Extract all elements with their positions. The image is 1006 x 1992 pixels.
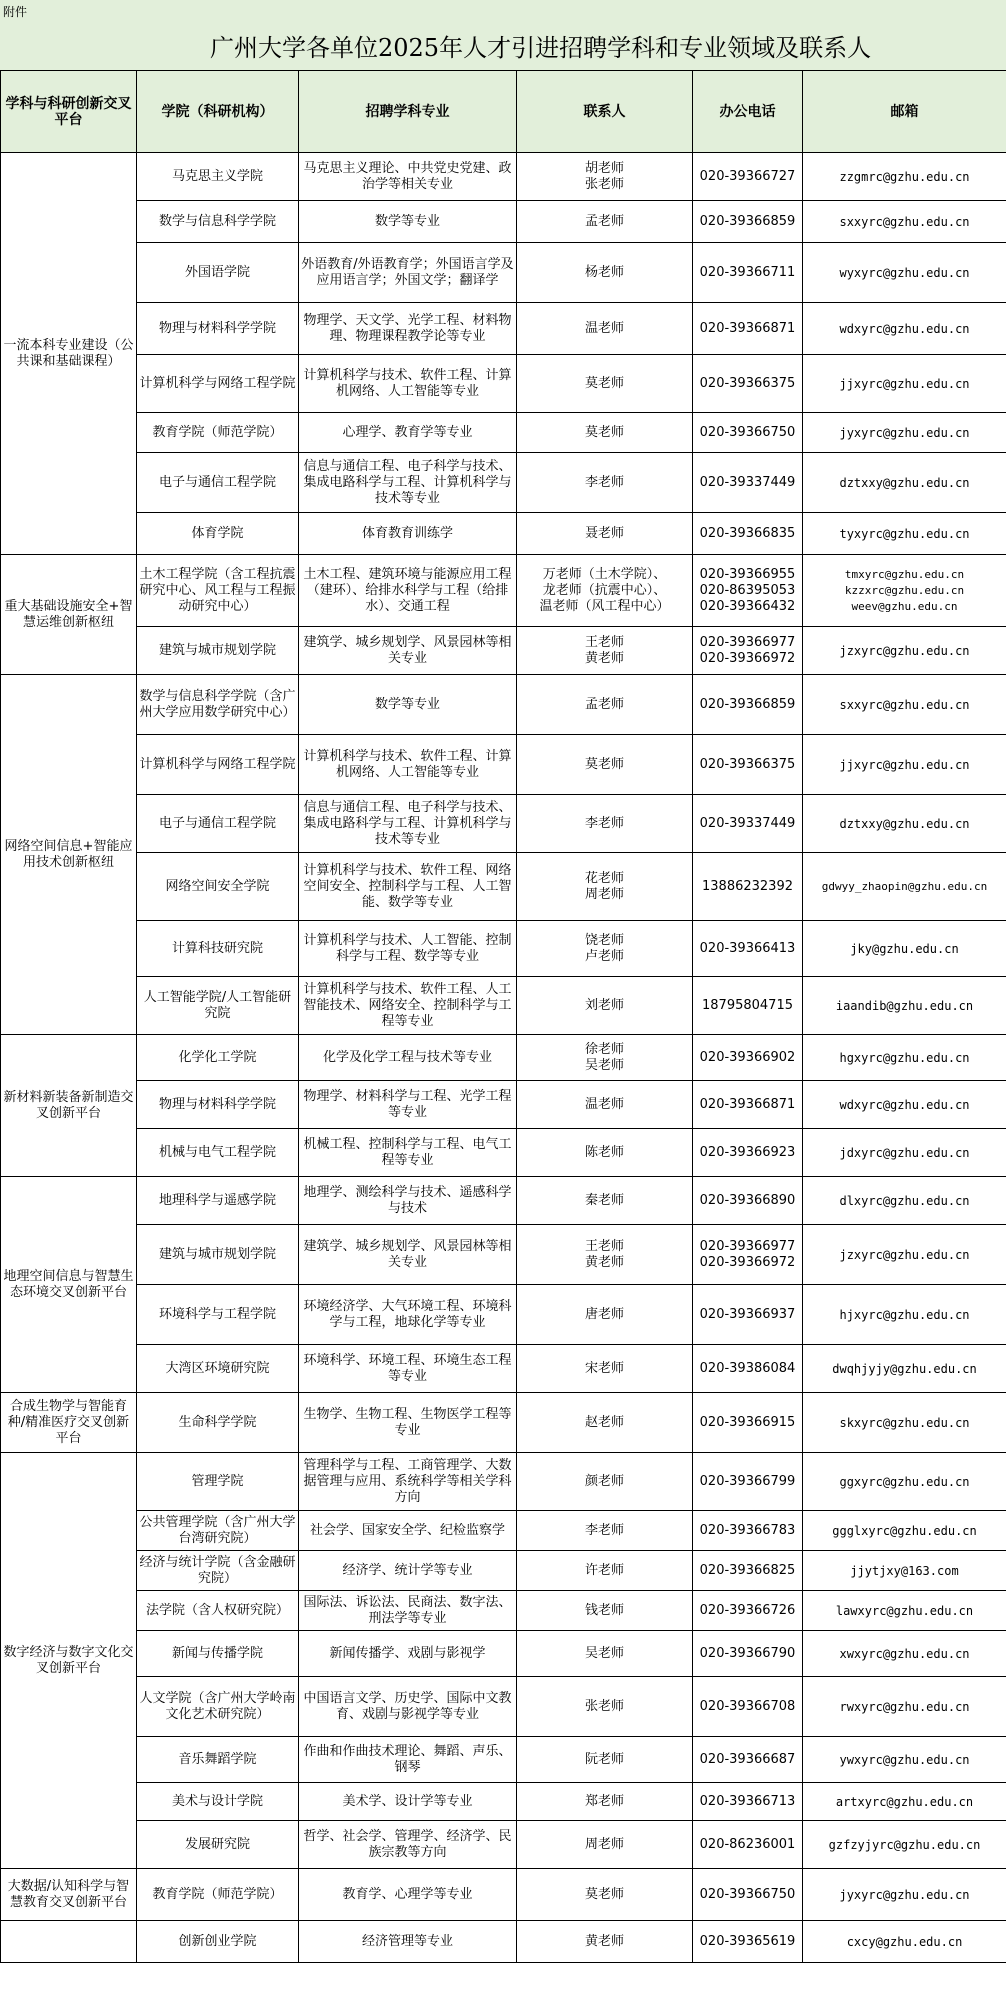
subject-cell: 物理学、天文学、光学工程、材料物理、物理课程教学论等专业 [299, 303, 517, 355]
table-row [1, 1081, 1006, 1129]
email-cell[interactable]: artxyrc@gzhu.edu.cn [803, 1783, 1006, 1821]
email-cell[interactable]: wyxyrc@gzhu.edu.cn [803, 243, 1006, 303]
college-cell: 教育学院（师范学院） [137, 413, 299, 453]
subject-cell: 经济管理等专业 [299, 1921, 517, 1963]
email-cell[interactable]: dwqhjyjy@gzhu.edu.cn [803, 1345, 1006, 1393]
phone-cell: 020-39366711 [693, 243, 803, 303]
table-row [1, 1225, 1006, 1285]
contact-cell: 李老师 [517, 795, 693, 853]
table-row [1, 1393, 1006, 1453]
table-row [1, 853, 1006, 921]
subject-cell: 物理学、材料科学与工程、光学工程等专业 [299, 1081, 517, 1129]
table-row [1, 1677, 1006, 1737]
phone-cell: 020-39366859 [693, 201, 803, 243]
email-cell[interactable]: jzxyrc@gzhu.edu.cn [803, 627, 1006, 675]
college-cell: 经济与统计学院（含金融研究院） [137, 1551, 299, 1591]
table-row [1, 513, 1006, 555]
table-row [1, 1783, 1006, 1821]
phone-cell: 020-39366915 [693, 1393, 803, 1453]
contact-cell: 刘老师 [517, 977, 693, 1035]
table-row [1, 1737, 1006, 1783]
subject-cell: 社会学、国家安全学、纪检监察学 [299, 1511, 517, 1551]
email-cell[interactable]: wdxyrc@gzhu.edu.cn [803, 1081, 1006, 1129]
contact-cell: 万老师（土木学院）、 龙老师（抗震中心）、 温老师（风工程中心） [517, 555, 693, 627]
subject-cell: 环境科学、环境工程、环境生态工程等专业 [299, 1345, 517, 1393]
table-row [1, 555, 1006, 627]
college-cell: 电子与通信工程学院 [137, 453, 299, 513]
platform-cell: 大数据/认知科学与智慧教育交叉创新平台 [1, 1869, 137, 1921]
phone-cell: 020-39366413 [693, 921, 803, 977]
college-cell: 机械与电气工程学院 [137, 1129, 299, 1177]
header-college: 学院（科研机构） [137, 71, 299, 153]
subject-cell: 数学等专业 [299, 201, 517, 243]
college-cell: 计算机科学与网络工程学院 [137, 355, 299, 413]
email-cell[interactable]: dlxyrc@gzhu.edu.cn [803, 1177, 1006, 1225]
college-cell: 马克思主义学院 [137, 153, 299, 201]
contact-cell: 花老师 周老师 [517, 853, 693, 921]
contact-cell: 莫老师 [517, 735, 693, 795]
email-cell[interactable]: tmxyrc@gzhu.edu.cn kzzxrc@gzhu.edu.cn weev@gzhu.edu.cn [803, 555, 1006, 627]
phone-cell: 020-39366708 [693, 1677, 803, 1737]
phone-cell: 020-39366799 [693, 1453, 803, 1511]
phone-cell: 020-39366825 [693, 1551, 803, 1591]
email-cell[interactable]: hjxyrc@gzhu.edu.cn [803, 1285, 1006, 1345]
college-cell: 大湾区环境研究院 [137, 1345, 299, 1393]
phone-cell: 020-39365619 [693, 1921, 803, 1963]
contact-cell: 温老师 [517, 303, 693, 355]
contact-cell: 周老师 [517, 1821, 693, 1869]
table-row [1, 627, 1006, 675]
email-cell[interactable]: rwxyrc@gzhu.edu.cn [803, 1677, 1006, 1737]
email-cell[interactable]: iaandib@gzhu.edu.cn [803, 977, 1006, 1035]
email-cell[interactable]: dztxxy@gzhu.edu.cn [803, 795, 1006, 853]
phone-cell: 020-39366890 [693, 1177, 803, 1225]
subject-cell: 作曲和作曲技术理论、舞蹈、声乐、钢琴 [299, 1737, 517, 1783]
contact-cell: 胡老师 张老师 [517, 153, 693, 201]
table-row [1, 1453, 1006, 1511]
email-cell[interactable]: jjytjxy@163.com [803, 1551, 1006, 1591]
college-cell: 创新创业学院 [137, 1921, 299, 1963]
table-row [1, 735, 1006, 795]
header-contact: 联系人 [517, 71, 693, 153]
email-cell[interactable]: gzfzyjyrc@gzhu.edu.cn [803, 1821, 1006, 1869]
college-cell: 环境科学与工程学院 [137, 1285, 299, 1345]
table-row [1, 201, 1006, 243]
college-cell: 物理与材料科学学院 [137, 1081, 299, 1129]
contact-cell: 宋老师 [517, 1345, 693, 1393]
email-cell[interactable]: jyxyrc@gzhu.edu.cn [803, 413, 1006, 453]
platform-cell: 一流本科专业建设（公共课和基础课程） [1, 153, 137, 555]
table-row [1, 1177, 1006, 1225]
email-cell[interactable]: jjxyrc@gzhu.edu.cn [803, 735, 1006, 795]
header-subject: 招聘学科专业 [299, 71, 517, 153]
email-cell[interactable]: sxxyrc@gzhu.edu.cn [803, 675, 1006, 735]
college-cell: 体育学院 [137, 513, 299, 555]
contact-cell: 张老师 [517, 1677, 693, 1737]
phone-cell: 020-39366726 [693, 1591, 803, 1631]
email-cell[interactable]: ggglxyrc@gzhu.edu.cn [803, 1511, 1006, 1551]
phone-cell: 020-39366835 [693, 513, 803, 555]
table-row [1, 1551, 1006, 1591]
email-cell[interactable]: sxxyrc@gzhu.edu.cn [803, 201, 1006, 243]
header-row [1, 71, 1006, 153]
email-cell[interactable]: jdxyrc@gzhu.edu.cn [803, 1129, 1006, 1177]
contact-cell: 郑老师 [517, 1783, 693, 1821]
college-cell: 外国语学院 [137, 243, 299, 303]
table-row [1, 795, 1006, 853]
subject-cell: 体育教育训练学 [299, 513, 517, 555]
contact-cell: 秦老师 [517, 1177, 693, 1225]
platform-cell: 数字经济与数字文化交叉创新平台 [1, 1453, 137, 1869]
table-row [1, 453, 1006, 513]
college-cell: 土木工程学院（含工程抗震研究中心、风工程与工程振动研究中心） [137, 555, 299, 627]
email-cell[interactable]: jyxyrc@gzhu.edu.cn [803, 1869, 1006, 1921]
subject-cell: 地理学、测绘科学与技术、遥感科学与技术 [299, 1177, 517, 1225]
table-row [1, 1921, 1006, 1963]
college-cell: 音乐舞蹈学院 [137, 1737, 299, 1783]
phone-cell: 020-39366727 [693, 153, 803, 201]
contact-cell: 孟老师 [517, 675, 693, 735]
table-row [1, 1511, 1006, 1551]
college-cell: 建筑与城市规划学院 [137, 1225, 299, 1285]
phone-cell: 020-39366687 [693, 1737, 803, 1783]
table-row [1, 413, 1006, 453]
subject-cell: 信息与通信工程、电子科学与技术、集成电路科学与工程、计算机科学与技术等专业 [299, 453, 517, 513]
contact-cell: 颜老师 [517, 1453, 693, 1511]
phone-cell: 020-39366790 [693, 1631, 803, 1677]
phone-cell: 020-39337449 [693, 453, 803, 513]
subject-cell: 马克思主义理论、中共党史党建、政治学等相关专业 [299, 153, 517, 201]
subject-cell: 土木工程、建筑环境与能源应用工程（建环）、给排水科学与工程（给排水）、交通工程 [299, 555, 517, 627]
college-cell: 建筑与城市规划学院 [137, 627, 299, 675]
attachment-label: 附件 [3, 5, 28, 19]
table-row [1, 1035, 1006, 1081]
contact-cell: 陈老师 [517, 1129, 693, 1177]
header-platform: 学科与科研创新交叉平台 [1, 71, 137, 153]
subject-cell: 生物学、生物工程、生物医学工程等专业 [299, 1393, 517, 1453]
recruitment-table [0, 70, 1006, 1963]
subject-cell: 机械工程、控制科学与工程、电气工程等专业 [299, 1129, 517, 1177]
subject-cell: 计算机科学与技术、人工智能、控制科学与工程、数学等专业 [299, 921, 517, 977]
platform-cell: 新材料新装备新制造交叉创新平台 [1, 1035, 137, 1177]
contact-cell: 许老师 [517, 1551, 693, 1591]
subject-cell: 环境经济学、大气环境工程、环境科学与工程，地球化学等专业 [299, 1285, 517, 1345]
platform-cell: 地理空间信息与智慧生态环境交叉创新平台 [1, 1177, 137, 1393]
platform-cell [1, 1921, 137, 1963]
college-cell: 美术与设计学院 [137, 1783, 299, 1821]
email-cell[interactable]: hgxyrc@gzhu.edu.cn [803, 1035, 1006, 1081]
college-cell: 计算机科学与网络工程学院 [137, 735, 299, 795]
subject-cell: 计算机科学与技术、软件工程、人工智能技术、网络安全、控制科学与工程等专业 [299, 977, 517, 1035]
table-row [1, 1345, 1006, 1393]
college-cell: 新闻与传播学院 [137, 1631, 299, 1677]
college-cell: 公共管理学院（含广州大学台湾研究院） [137, 1511, 299, 1551]
email-cell[interactable]: xwxyrc@gzhu.edu.cn [803, 1631, 1006, 1677]
table-row [1, 1285, 1006, 1345]
college-cell: 法学院（含人权研究院） [137, 1591, 299, 1631]
college-cell: 地理科学与遥感学院 [137, 1177, 299, 1225]
contact-cell: 赵老师 [517, 1393, 693, 1453]
contact-cell: 孟老师 [517, 201, 693, 243]
phone-cell: 020-39366871 [693, 1081, 803, 1129]
college-cell: 电子与通信工程学院 [137, 795, 299, 853]
college-cell: 发展研究院 [137, 1821, 299, 1869]
phone-cell: 020-39366977 020-39366972 [693, 627, 803, 675]
subject-cell: 计算机科学与技术、软件工程、计算机网络、人工智能等专业 [299, 735, 517, 795]
subject-cell: 外语教育/外语教育学；外国语言学及应用语言学；外国文学；翻译学 [299, 243, 517, 303]
email-cell[interactable]: dztxxy@gzhu.edu.cn [803, 453, 1006, 513]
phone-cell: 020-39366750 [693, 413, 803, 453]
contact-cell: 唐老师 [517, 1285, 693, 1345]
contact-cell: 杨老师 [517, 243, 693, 303]
phone-cell: 13886232392 [693, 853, 803, 921]
phone-cell: 020-39366750 [693, 1869, 803, 1921]
contact-cell: 徐老师 吴老师 [517, 1035, 693, 1081]
subject-cell: 信息与通信工程、电子科学与技术、集成电路科学与工程、计算机科学与技术等专业 [299, 795, 517, 853]
platform-cell: 重大基础设施安全+智慧运维创新枢纽 [1, 555, 137, 675]
email-cell[interactable]: gdwyy_zhaopin@gzhu.edu.cn [803, 853, 1006, 921]
email-cell[interactable]: cxcy@gzhu.edu.cn [803, 1921, 1006, 1963]
email-cell[interactable]: zzgmrc@gzhu.edu.cn [803, 153, 1006, 201]
contact-cell: 温老师 [517, 1081, 693, 1129]
table-row [1, 1591, 1006, 1631]
contact-cell: 莫老师 [517, 1869, 693, 1921]
email-cell[interactable]: jzxyrc@gzhu.edu.cn [803, 1225, 1006, 1285]
college-cell: 网络空间安全学院 [137, 853, 299, 921]
phone-cell: 020-39366859 [693, 675, 803, 735]
header-email: 邮箱 [803, 71, 1006, 153]
phone-cell: 020-39386084 [693, 1345, 803, 1393]
subject-cell: 哲学、社会学、管理学、经济学、民族宗教等方向 [299, 1821, 517, 1869]
phone-cell: 020-39366955 020-86395053 020-39366432 [693, 555, 803, 627]
phone-cell: 020-39366937 [693, 1285, 803, 1345]
college-cell: 物理与材料科学学院 [137, 303, 299, 355]
contact-cell: 莫老师 [517, 413, 693, 453]
subject-cell: 中国语言文学、历史学、国际中文教育、戏剧与影视学等专业 [299, 1677, 517, 1737]
phone-cell: 020-39366902 [693, 1035, 803, 1081]
table-row [1, 1821, 1006, 1869]
college-cell: 数学与信息科学学院 [137, 201, 299, 243]
title-bar [0, 0, 1006, 70]
table-row [1, 1631, 1006, 1677]
email-cell[interactable]: skxyrc@gzhu.edu.cn [803, 1393, 1006, 1453]
document-title: 广州大学各单位2025年人才引进招聘学科和专业领域及联系人 [210, 34, 872, 62]
contact-cell: 吴老师 [517, 1631, 693, 1677]
subject-cell: 计算机科学与技术、软件工程、计算机网络、人工智能等专业 [299, 355, 517, 413]
college-cell: 教育学院（师范学院） [137, 1869, 299, 1921]
phone-cell: 020-39366375 [693, 735, 803, 795]
email-cell[interactable]: ywxyrc@gzhu.edu.cn [803, 1737, 1006, 1783]
contact-cell: 钱老师 [517, 1591, 693, 1631]
email-cell[interactable]: jjxyrc@gzhu.edu.cn [803, 355, 1006, 413]
contact-cell: 李老师 [517, 1511, 693, 1551]
college-cell: 数学与信息科学学院（含广州大学应用数学研究中心） [137, 675, 299, 735]
table-row [1, 1869, 1006, 1921]
table-row [1, 153, 1006, 201]
table-row [1, 303, 1006, 355]
subject-cell: 心理学、教育学等专业 [299, 413, 517, 453]
subject-cell: 国际法、诉讼法、民商法、数字法、刑法学等专业 [299, 1591, 517, 1631]
contact-cell: 饶老师 卢老师 [517, 921, 693, 977]
subject-cell: 美术学、设计学等专业 [299, 1783, 517, 1821]
platform-cell: 合成生物学与智能育种/精准医疗交叉创新平台 [1, 1393, 137, 1453]
college-cell: 人工智能学院/人工智能研究院 [137, 977, 299, 1035]
phone-cell: 020-39366871 [693, 303, 803, 355]
contact-cell: 莫老师 [517, 355, 693, 413]
contact-cell: 黄老师 [517, 1921, 693, 1963]
contact-cell: 阮老师 [517, 1737, 693, 1783]
subject-cell: 化学及化学工程与技术等专业 [299, 1035, 517, 1081]
contact-cell: 王老师 黄老师 [517, 627, 693, 675]
phone-cell: 020-39366977 020-39366972 [693, 1225, 803, 1285]
table-row [1, 355, 1006, 413]
subject-cell: 管理科学与工程、工商管理学、大数据管理与应用、系统科学等相关学科方向 [299, 1453, 517, 1511]
email-cell[interactable]: lawxyrc@gzhu.edu.cn [803, 1591, 1006, 1631]
platform-cell: 网络空间信息+智能应用技术创新枢纽 [1, 675, 137, 1035]
subject-cell: 建筑学、城乡规划学、风景园林等相关专业 [299, 627, 517, 675]
email-cell[interactable]: wdxyrc@gzhu.edu.cn [803, 303, 1006, 355]
subject-cell: 教育学、心理学等专业 [299, 1869, 517, 1921]
subject-cell: 新闻传播学、戏剧与影视学 [299, 1631, 517, 1677]
phone-cell: 020-39366783 [693, 1511, 803, 1551]
phone-cell: 020-39366713 [693, 1783, 803, 1821]
contact-cell: 王老师 黄老师 [517, 1225, 693, 1285]
college-cell: 人文学院（含广州大学岭南文化艺术研究院） [137, 1677, 299, 1737]
email-cell[interactable]: tyxyrc@gzhu.edu.cn [803, 513, 1006, 555]
contact-cell: 李老师 [517, 453, 693, 513]
contact-cell: 聂老师 [517, 513, 693, 555]
email-cell[interactable]: ggxyrc@gzhu.edu.cn [803, 1453, 1006, 1511]
table-row [1, 921, 1006, 977]
header-phone: 办公电话 [693, 71, 803, 153]
table-row [1, 977, 1006, 1035]
email-cell[interactable]: jky@gzhu.edu.cn [803, 921, 1006, 977]
phone-cell: 020-39337449 [693, 795, 803, 853]
subject-cell: 计算机科学与技术、软件工程、网络空间安全、控制科学与工程、人工智能、数学等专业 [299, 853, 517, 921]
college-cell: 生命科学学院 [137, 1393, 299, 1453]
phone-cell: 020-39366375 [693, 355, 803, 413]
phone-cell: 020-39366923 [693, 1129, 803, 1177]
subject-cell: 建筑学、城乡规划学、风景园林等相关专业 [299, 1225, 517, 1285]
subject-cell: 经济学、统计学等专业 [299, 1551, 517, 1591]
college-cell: 计算科技研究院 [137, 921, 299, 977]
college-cell: 化学化工学院 [137, 1035, 299, 1081]
phone-cell: 020-86236001 [693, 1821, 803, 1869]
subject-cell: 数学等专业 [299, 675, 517, 735]
table-row [1, 243, 1006, 303]
phone-cell: 18795804715 [693, 977, 803, 1035]
college-cell: 管理学院 [137, 1453, 299, 1511]
table-row [1, 1129, 1006, 1177]
table-row [1, 675, 1006, 735]
